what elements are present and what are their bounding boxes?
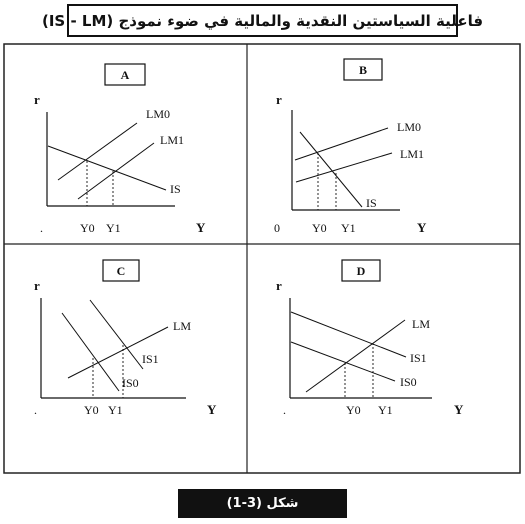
panel-c-x-label: Y <box>207 402 217 417</box>
panel-a-origin: . <box>40 221 43 235</box>
panel-b-lm0-curve <box>295 128 388 160</box>
panel-c <box>34 260 217 417</box>
caption-box <box>178 489 347 518</box>
panel-d-is1-label: IS1 <box>410 351 427 365</box>
outer-frame <box>4 44 520 473</box>
panel-b-lm1-curve <box>296 153 392 182</box>
panel-b-y-label: r <box>276 92 282 107</box>
panel-b <box>274 59 427 235</box>
panel-d-is0-label: IS0 <box>400 375 417 389</box>
panel-b-y0-tick: Y0 <box>312 221 327 235</box>
panel-b-y1-tick: Y1 <box>341 221 356 235</box>
panel-a-y0-tick: Y0 <box>80 221 95 235</box>
panel-c-is0-label: IS0 <box>122 376 139 390</box>
panel-b-is-curve <box>300 132 362 207</box>
panel-c-lm-label: LM <box>173 319 191 333</box>
panel-d-is0-curve <box>291 342 395 381</box>
panel-c-is1-curve <box>90 300 143 369</box>
panel-d-lm-curve <box>306 320 405 392</box>
panel-d <box>276 260 464 417</box>
panel-c-is1-label: IS1 <box>142 352 159 366</box>
panel-a-y1-tick: Y1 <box>106 221 121 235</box>
panel-b-is-label: IS <box>366 196 377 210</box>
panel-d-y-label: r <box>276 278 282 293</box>
panel-b-lm1-label: LM1 <box>400 147 424 161</box>
panel-c-y-label: r <box>34 278 40 293</box>
panel-c-is0-curve <box>62 313 119 391</box>
panel-a-lm0-curve <box>58 123 137 180</box>
panel-a-lm0-label: LM0 <box>146 107 170 121</box>
panel-a-is-curve <box>48 146 166 190</box>
panel-d-y1-tick: Y1 <box>378 403 393 417</box>
panel-b-x-label: Y <box>417 220 427 235</box>
panel-a-is-label: IS <box>170 182 181 196</box>
panel-c-origin: . <box>34 403 37 417</box>
panel-d-label: D <box>356 264 366 278</box>
panel-c-y0-tick: Y0 <box>84 403 99 417</box>
panel-a-y-label: r <box>34 92 40 107</box>
panel-d-origin: . <box>283 403 286 417</box>
panel-b-lm0-label: LM0 <box>397 120 421 134</box>
panel-d-lm-label: LM <box>412 317 430 331</box>
panel-a-x-label: Y <box>196 220 206 235</box>
panel-a-lm1-label: LM1 <box>160 133 184 147</box>
figure-caption: شكل (3-1) <box>226 496 299 511</box>
panel-b-origin: 0 <box>274 221 280 235</box>
panel-a <box>34 64 206 235</box>
panel-c-y1-tick: Y1 <box>108 403 123 417</box>
panel-d-is1-curve <box>291 312 406 357</box>
panel-a-label: A <box>120 68 130 82</box>
panel-c-label: C <box>116 264 126 278</box>
panel-d-y0-tick: Y0 <box>346 403 361 417</box>
panel-d-x-label: Y <box>454 402 464 417</box>
figure-title: فاعلية السياستين النقدية والمالية في ضوء نموذج (IS - LM) <box>41 11 484 30</box>
panel-b-label: B <box>358 63 368 77</box>
